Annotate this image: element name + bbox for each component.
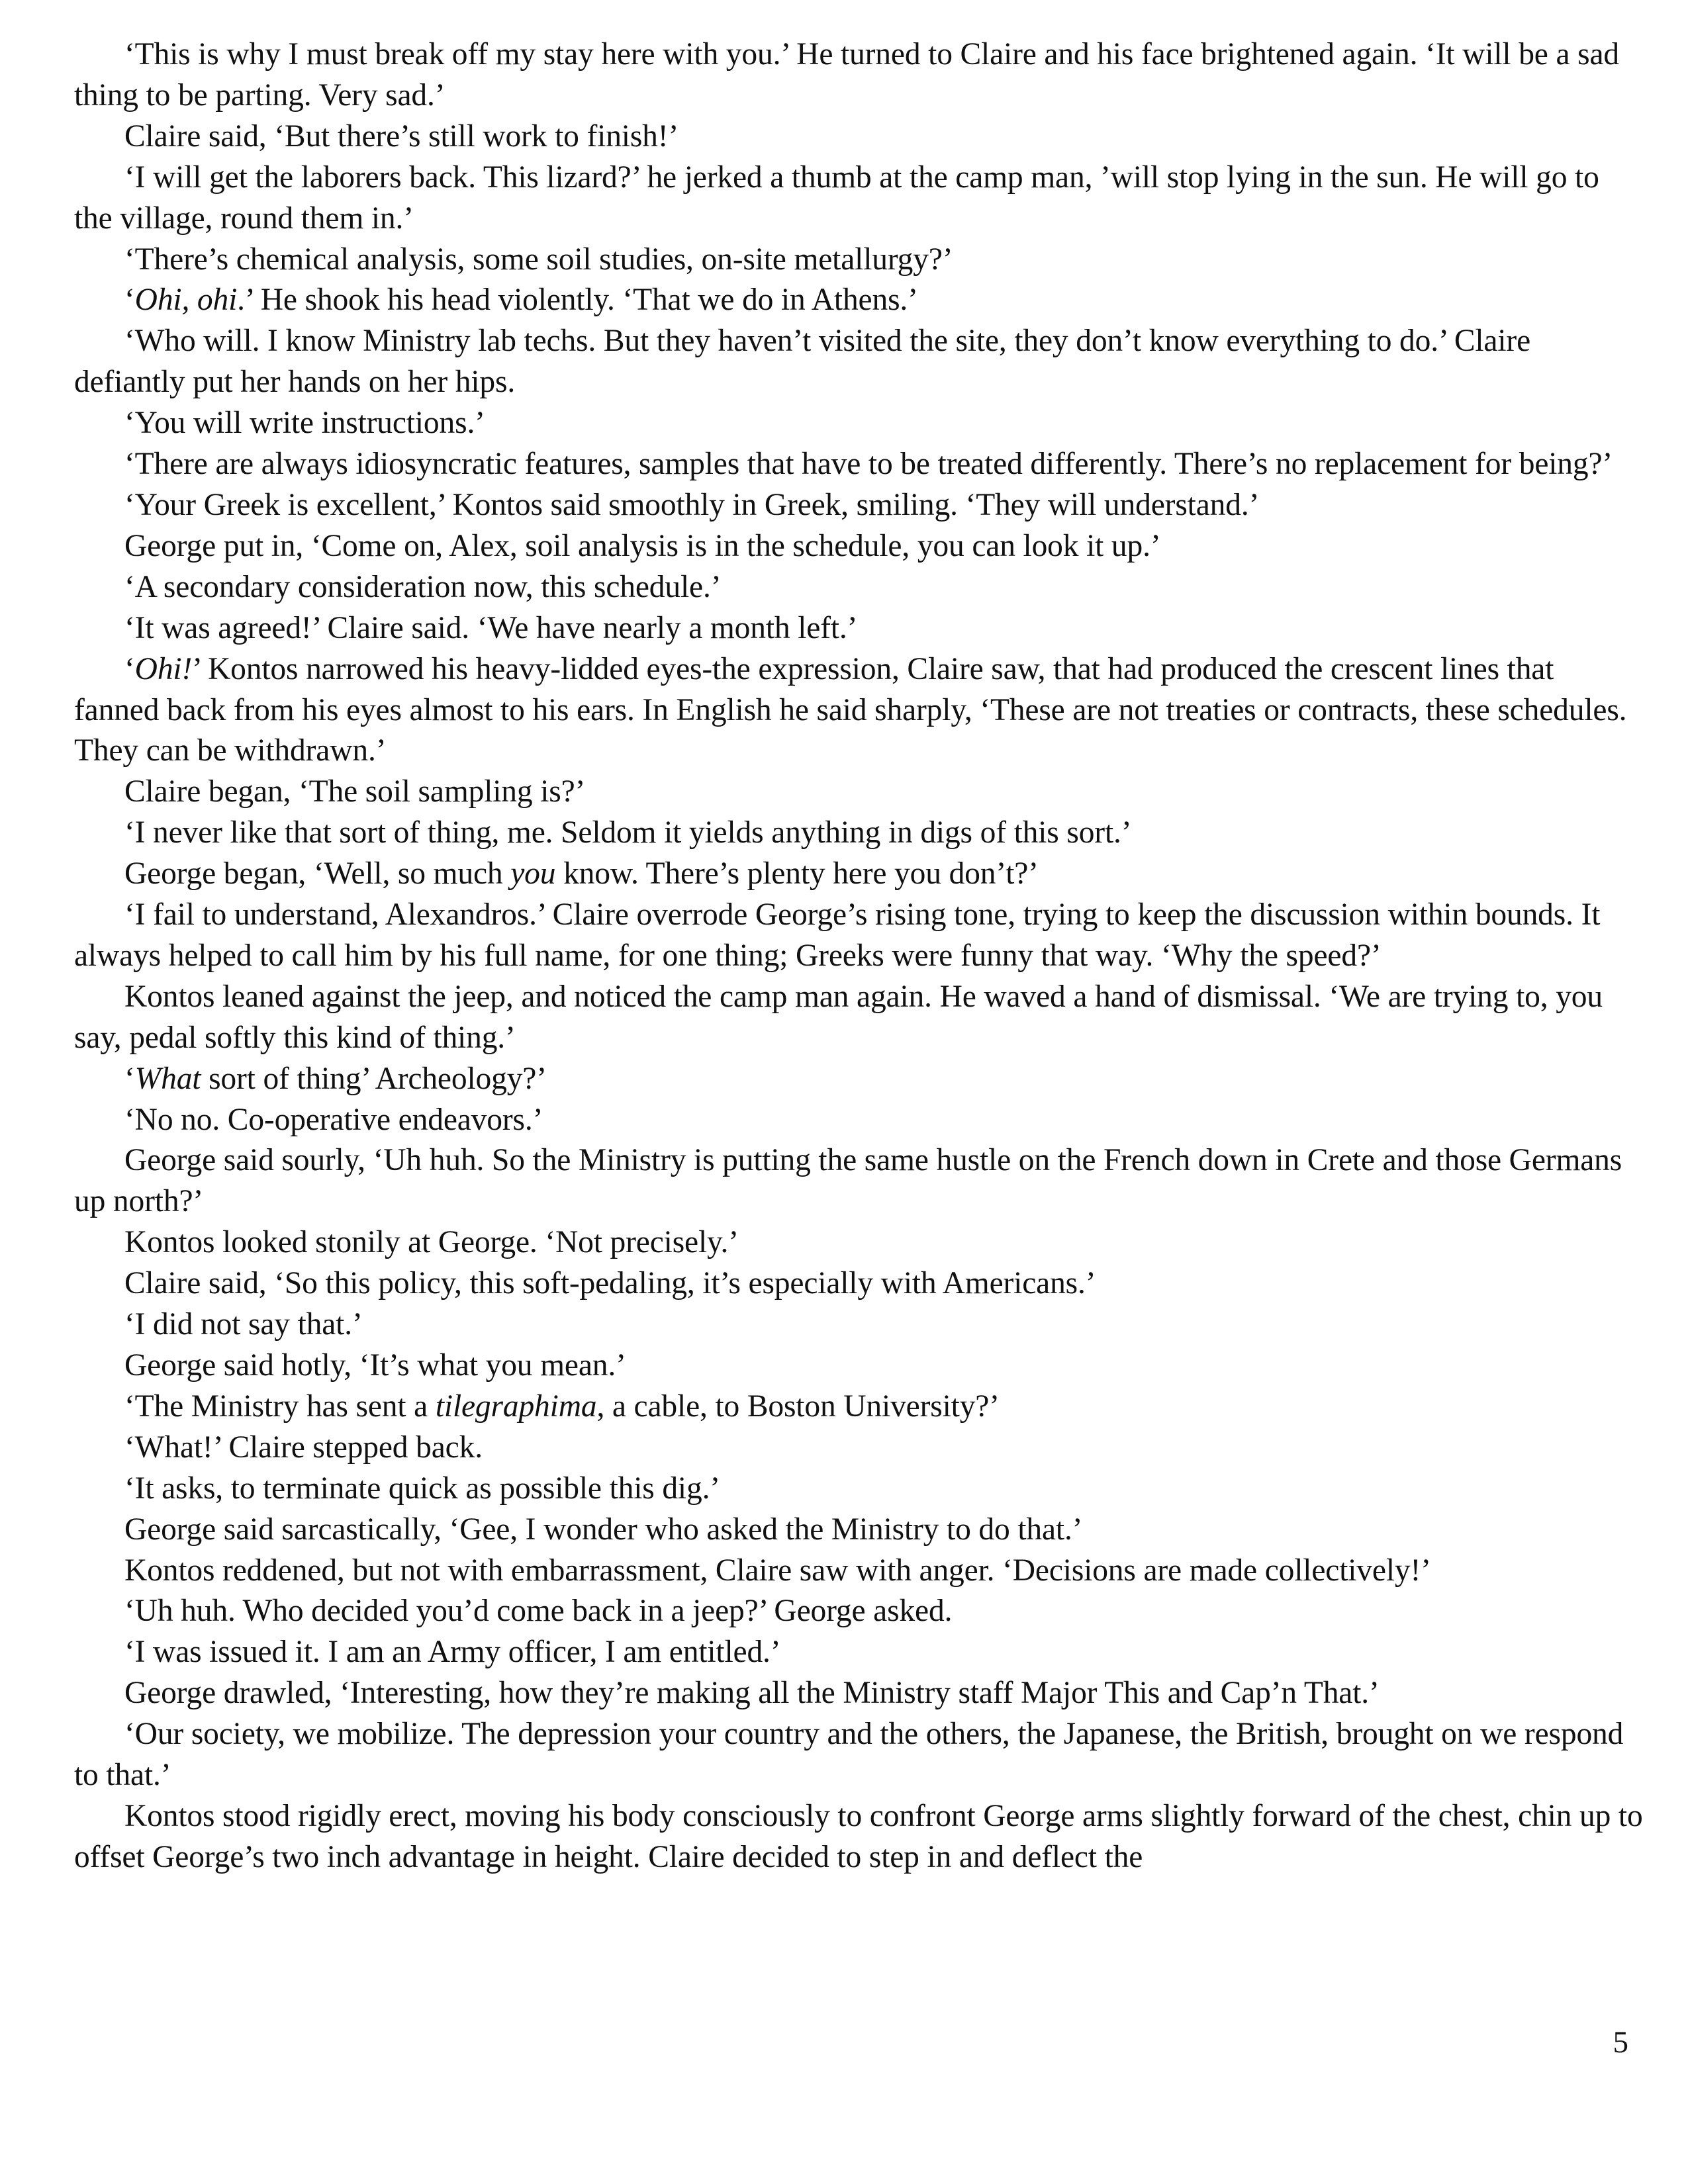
paragraph bbox=[74, 1140, 1643, 1222]
paragraph bbox=[74, 1304, 1643, 1345]
text-run: ‘What!’ Claire stepped back. bbox=[124, 1430, 483, 1465]
text-run: ‘No no. Co-operative endeavors.’ bbox=[124, 1102, 543, 1137]
text-run: George drawled, ‘Interesting, how they’re making all the Ministry staff Major This and Cap’n That.’ bbox=[124, 1676, 1380, 1711]
paragraph bbox=[74, 526, 1643, 567]
text-run: George said hotly, ‘It’s what you mean.’ bbox=[124, 1348, 626, 1383]
text-run: Kontos reddened, but not with embarrassment, Claire saw with anger. ‘Decisions are made collectively!’ bbox=[124, 1553, 1431, 1588]
text-run: ‘A secondary consideration now, this schedule.’ bbox=[124, 569, 722, 604]
paragraph bbox=[74, 1796, 1643, 1878]
text-run: ‘I fail to understand, Alexandros.’ Claire overrode George’s rising tone, trying to keep the discussion within bounds. It always helped to call him by his full name, for one thing; Greeks were funny that way. ‘Why the speed?’ bbox=[74, 897, 1601, 973]
paragraph bbox=[74, 649, 1643, 772]
paragraph bbox=[74, 977, 1643, 1059]
text-run: ‘There are always idiosyncratic features, samples that have to be treated differently. There’s no replacement for being?’ bbox=[124, 447, 1613, 482]
paragraph bbox=[74, 1714, 1643, 1796]
paragraph bbox=[74, 1222, 1643, 1263]
paragraph bbox=[74, 1469, 1643, 1510]
paragraph bbox=[74, 854, 1643, 895]
italic-text: Ohi, ohi bbox=[134, 283, 238, 318]
paragraph bbox=[74, 485, 1643, 526]
italic-text: you bbox=[510, 856, 556, 891]
paragraph bbox=[74, 1059, 1643, 1100]
text-run: sort of thing’ Archeology?’ bbox=[201, 1061, 547, 1096]
paragraph bbox=[74, 1428, 1643, 1469]
text-run: Claire said, ‘So this policy, this soft-pedaling, it’s especially with Americans.’ bbox=[124, 1266, 1096, 1301]
paragraph bbox=[74, 1100, 1643, 1141]
text-run: ‘There’s chemical analysis, some soil studies, on-site metallurgy?’ bbox=[124, 242, 953, 277]
text-run: Kontos stood rigidly erect, moving his body consciously to confront George arms slightly forward of the chest, chin up to offset George’s two inch advantage in height. Claire decided to step in and deflect the bbox=[74, 1798, 1643, 1874]
paragraph bbox=[74, 1263, 1643, 1304]
text-run: ‘I was issued it. I am an Army officer, I am entitled.’ bbox=[124, 1635, 781, 1670]
body-text bbox=[74, 34, 1643, 1878]
text-run: ‘ bbox=[124, 283, 135, 318]
text-run: .’ He shook his head violently. ‘That we do in Athens.’ bbox=[237, 283, 918, 318]
paragraph bbox=[74, 403, 1643, 444]
text-run: ‘You will write instructions.’ bbox=[124, 406, 485, 441]
text-run: George put in, ‘Come on, Alex, soil analysis is in the schedule, you can look it up.’ bbox=[124, 528, 1161, 563]
text-run: George said sourly, ‘Uh huh. So the Ministry is putting the same hustle on the French down in Crete and those Germans up north?’ bbox=[74, 1143, 1622, 1219]
text-run: ‘It was agreed!’ Claire said. ‘We have nearly a month left.’ bbox=[124, 610, 858, 645]
paragraph bbox=[74, 321, 1643, 403]
page-number: 5 bbox=[1613, 2025, 1628, 2060]
text-run: George said sarcastically, ‘Gee, I wonder who asked the Ministry to do that.’ bbox=[124, 1512, 1083, 1547]
text-run: ‘I did not say that.’ bbox=[124, 1307, 363, 1342]
text-run: ‘It asks, to terminate quick as possible this dig.’ bbox=[124, 1471, 720, 1506]
paragraph bbox=[74, 1387, 1643, 1428]
text-run: ‘This is why I must break off my stay here with you.’ He turned to Claire and his face brightened again. ‘It will be a sad thing to be parting. Very sad.’ bbox=[74, 37, 1619, 113]
paragraph bbox=[74, 444, 1643, 485]
text-run: ‘I never like that sort of thing, me. Seldom it yields anything in digs of this sort.’ bbox=[124, 815, 1132, 850]
paragraph bbox=[74, 280, 1643, 321]
text-run: George began, ‘Well, so much bbox=[124, 856, 511, 891]
paragraph bbox=[74, 895, 1643, 977]
text-run: Kontos looked stonily at George. ‘Not precisely.’ bbox=[124, 1225, 739, 1260]
paragraph bbox=[74, 240, 1643, 281]
paragraph bbox=[74, 1345, 1643, 1387]
text-run: Claire began, ‘The soil sampling is?’ bbox=[124, 774, 586, 809]
paragraph bbox=[74, 1510, 1643, 1551]
text-run: ‘I will get the laborers back. This lizard?’ he jerked a thumb at the camp man, ’will stop lying in the sun. He will go to the village, round them in.’ bbox=[74, 159, 1599, 236]
paragraph bbox=[74, 772, 1643, 813]
paragraph bbox=[74, 1591, 1643, 1632]
text-run: ‘Uh huh. Who decided you’d come back in a jeep?’ George asked. bbox=[124, 1594, 953, 1629]
italic-text: Ohi! bbox=[134, 651, 193, 686]
text-run: ‘Who will. I know Ministry lab techs. But they haven’t visited the site, they don’t know everything to do.’ Claire defiantly put her hands on her hips. bbox=[74, 324, 1530, 400]
text-run: ‘ bbox=[124, 1061, 135, 1096]
paragraph bbox=[74, 158, 1643, 240]
paragraph bbox=[74, 1551, 1643, 1592]
text-run: ’ Kontos narrowed his heavy-lidded eyes-the expression, Claire saw, that had produced the crescent lines that fanned back from his eyes almost to his ears. In English he said sharply, ‘These are not treaties or contracts, these schedules. They can be withdrawn.’ bbox=[74, 651, 1627, 768]
text-run: ‘Your Greek is excellent,’ Kontos said smoothly in Greek, smiling. ‘They will understand.’ bbox=[124, 487, 1260, 522]
text-run: Kontos leaned against the jeep, and noticed the camp man again. He waved a hand of dismissal. ‘We are trying to, you say, pedal softly this kind of thing.’ bbox=[74, 979, 1603, 1055]
paragraph bbox=[74, 1632, 1643, 1673]
text-run: ‘The Ministry has sent a bbox=[124, 1388, 436, 1424]
text-run: Claire said, ‘But there’s still work to finish!’ bbox=[124, 118, 679, 154]
text-run: , a cable, to Boston University?’ bbox=[596, 1388, 1000, 1424]
italic-text: What bbox=[134, 1061, 201, 1096]
italic-text: tilegraphima bbox=[435, 1388, 597, 1424]
text-run: ‘Our society, we mobilize. The depression your country and the others, the Japanese, the British, brought on we respond to that.’ bbox=[74, 1717, 1624, 1793]
paragraph bbox=[74, 813, 1643, 854]
paragraph bbox=[74, 608, 1643, 649]
paragraph bbox=[74, 116, 1643, 158]
paragraph bbox=[74, 567, 1643, 608]
text-run: know. There’s plenty here you don’t?’ bbox=[555, 856, 1039, 891]
paragraph bbox=[74, 34, 1643, 116]
paragraph bbox=[74, 1673, 1643, 1714]
text-run: ‘ bbox=[124, 651, 135, 686]
